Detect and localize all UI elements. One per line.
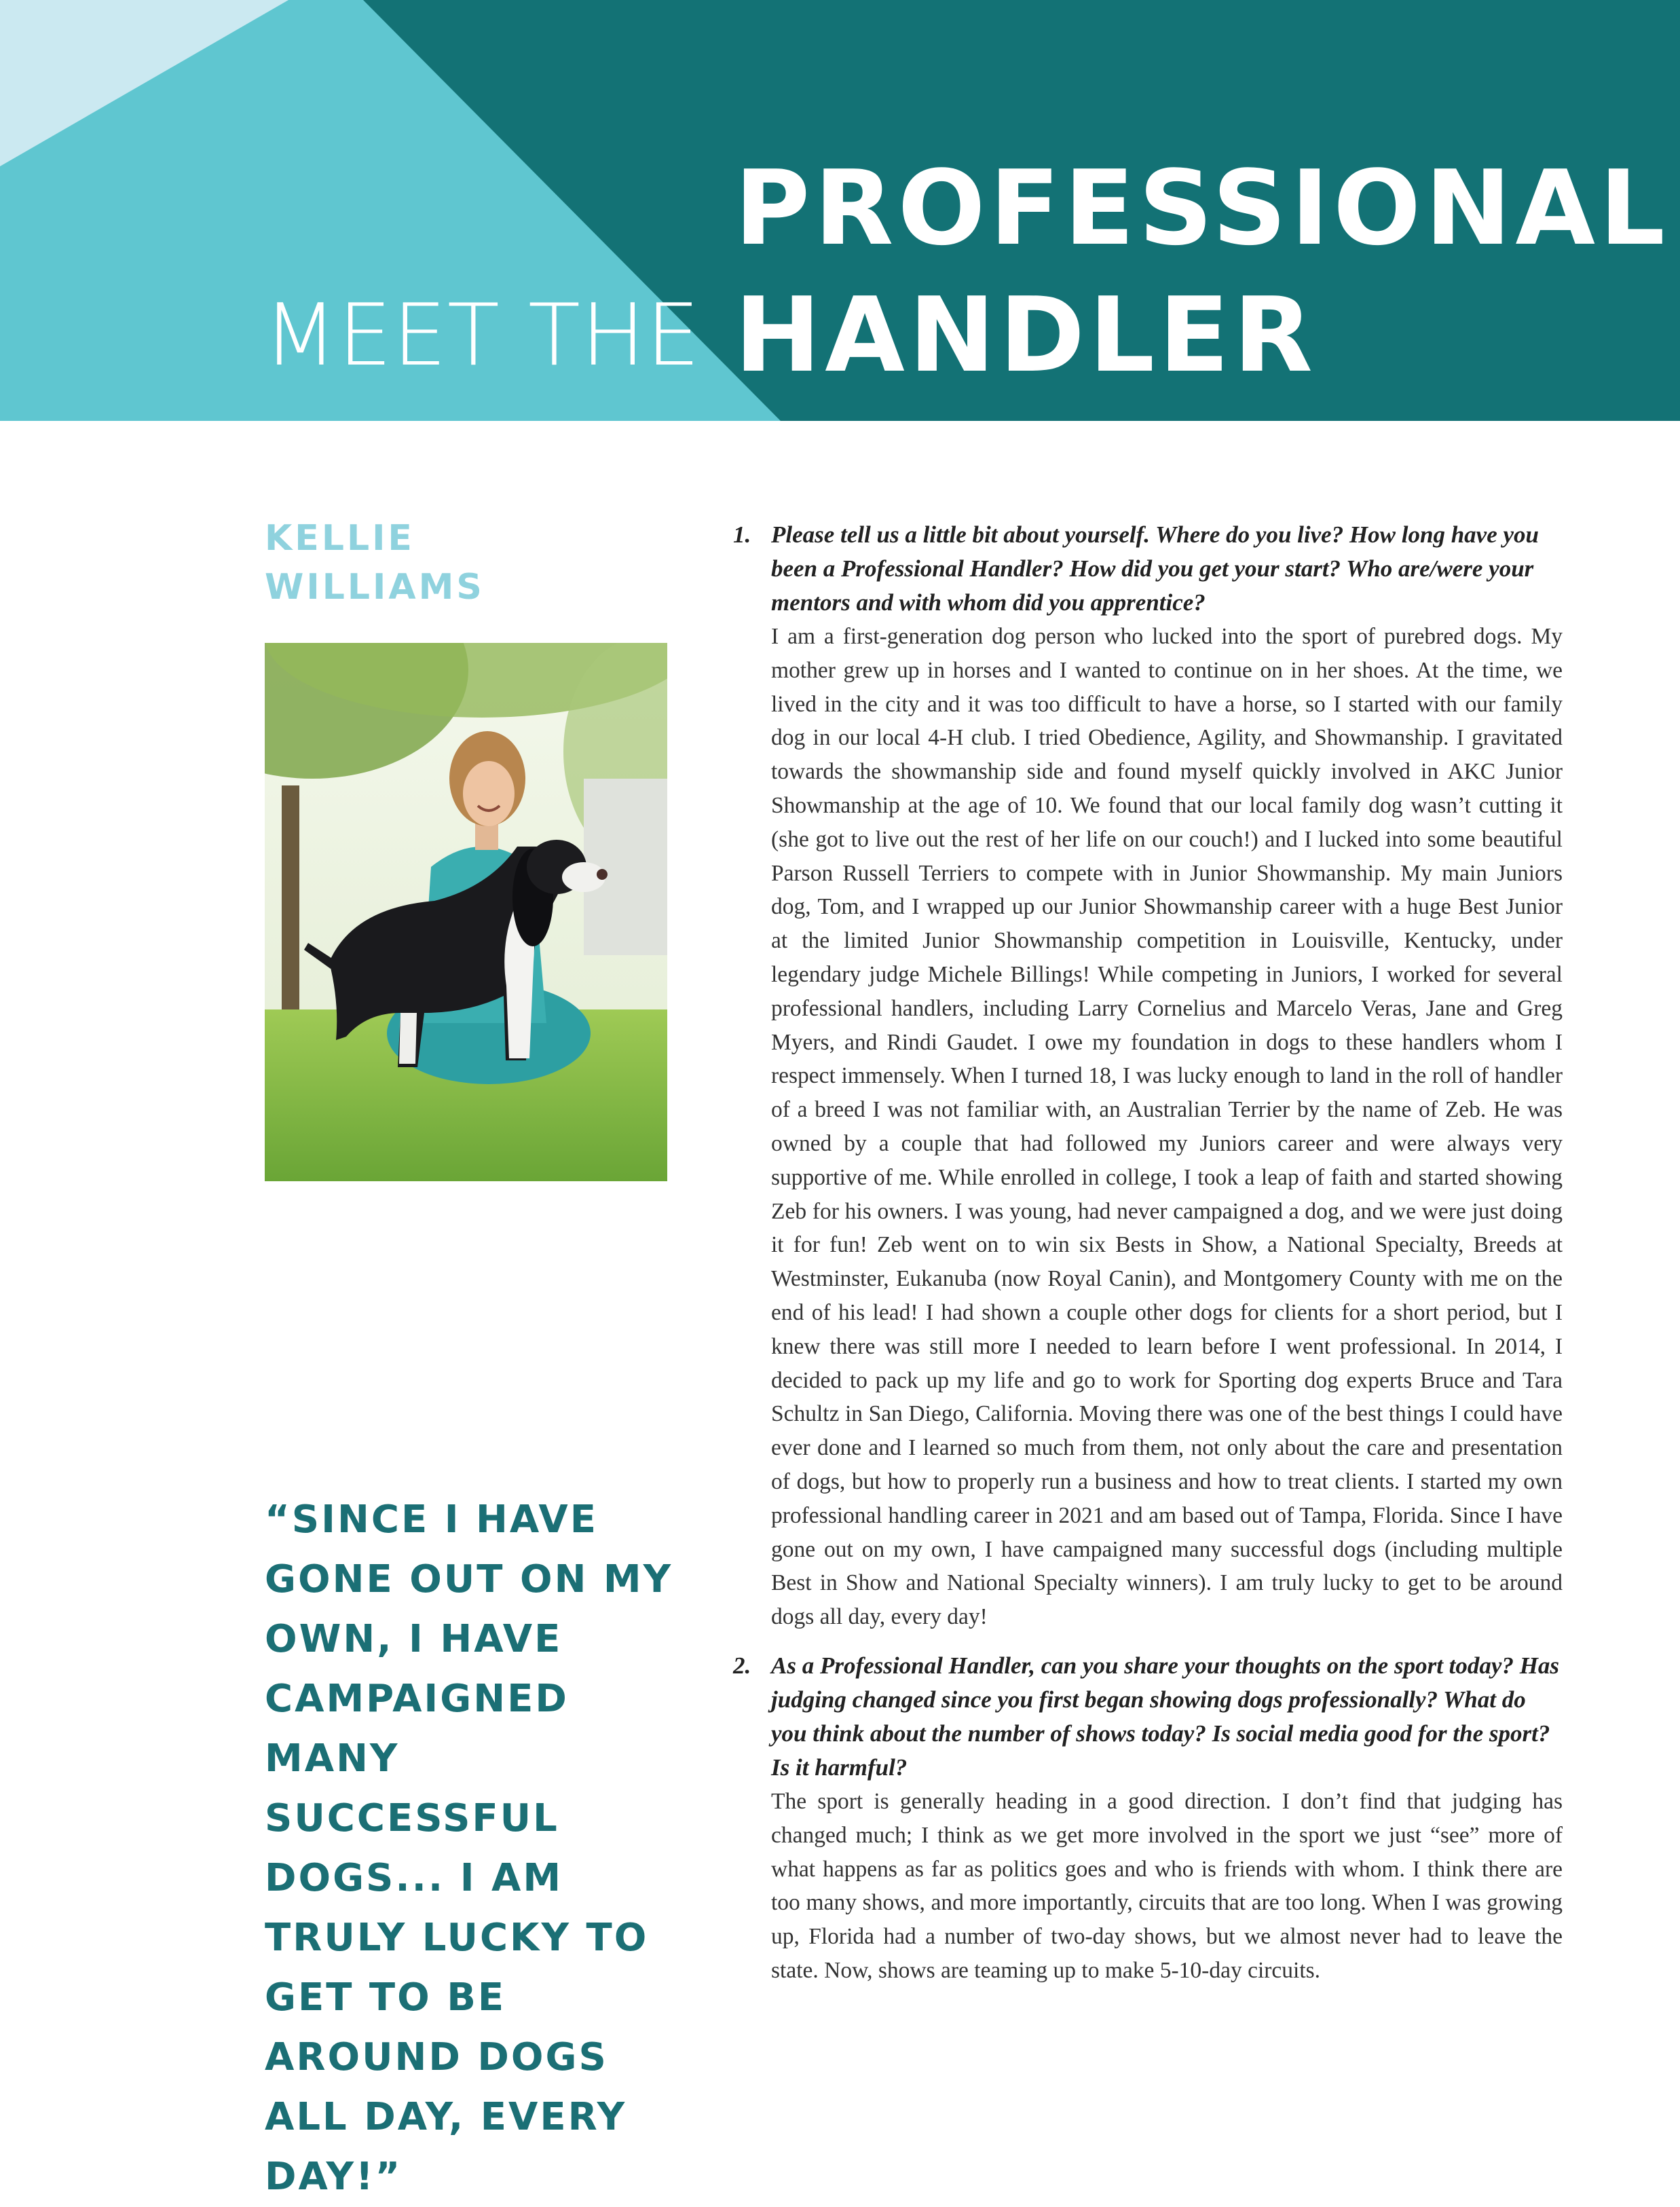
question-number: 2. — [733, 1652, 751, 1679]
photo-handler-face — [463, 761, 515, 826]
header-banner — [0, 0, 1680, 421]
header-title-line-1: PROFESSIONAL — [734, 148, 1669, 268]
qa-item — [733, 1649, 1563, 1988]
handler-name — [265, 514, 618, 612]
interview-article — [733, 518, 1563, 1988]
header-lead-text: MEET THE — [263, 285, 701, 385]
answer-text: The sport is generally heading in a good direction. I don’t find that judging has changed much; I think as we get more involved in the sport we just “see” more of what happens as far as politics goes and who is friends with whom. I think there are too many shows, and more importantly, circuits that are too long. When I was growing up, Florida had a number of two-day shows, but we almost never had to leave the state. Now, shows are teaming up to make 5-10-day circuits. — [771, 1788, 1563, 1983]
answer-text: I am a first-generation dog person who lucked into the sport of purebred dogs. My mother grew up in horses and I wanted to continue on in her shoes. At the time, we lived in the city and it was too difficult to have a horse, so I started with our family dog in our local 4-H club. I tried Obedience, Agility, and Showmanship. I gravitated towards the showmanship side and found myself quickly involved in AKC Junior Showmanship at the age of 10. We found that our local family dog wasn’t cutting it (she got to live out the rest of her life on our couch!) and I lucked into some beautiful Parson Russell Terriers to compete with in Junior Showmanship. My main Juniors dog, Tom, and I wrapped up our Junior Showmanship career with a huge Best Junior at the limited Junior Showmanship competition in Louisville, Kentucky, under legendary judge Michele Billings! While competing in Juniors, I worked for several professional handlers, including Larry Cornelius and Marcelo Veras, Jane and Greg Myers, and Rindi Gaudet. I owe my foundation in dogs to these handlers whom I respect immensely. When I turned 18, I was lucky enough to land in the roll of handler of a breed I was not familiar with, an Australian Terrier by the name of Zeb. He was owned by a couple that had followed my Juniors career and were always very supportive of me. While enrolled in college, I took a leap of faith and started showing Zeb for his owners. I was young, had never campaigned a dog, and we were just doing it for fun! Zeb went on to win six Bests in Show, a National Specialty, Breeds at Westminster, Eukanuba (now Royal Canin), and Montgomery County with me on the end of his lead! I had shown a couple other dogs for clients for a short period, but I knew there was still more I needed to learn before I went professional. In 2014, I decided to pack up my life and go to work for Sporting dog experts Bruce and Tara Schultz in San Diego, California. Moving there was one of the best things I could have ever done and I learned so much from them, not only about the care and presentation of dogs, but how to properly run a business and how to treat clients. I started my own professional handling career in 2021 and am based out of Tampa, Florida. Since I have gone out on my own, I have campaigned many successful dogs (including multiple Best in Show and National Specialty winners). I am truly lucky to get to be around dogs all day, every day! — [771, 624, 1563, 1630]
handler-with-dog-photo-icon — [265, 643, 667, 1181]
header-title-line-2: HANDLER — [734, 275, 1317, 395]
handler-first-name: KELLIE — [265, 518, 415, 559]
photo-tree-trunk — [282, 785, 299, 1030]
handler-last-name: WILLIAMS — [265, 567, 485, 608]
question-text: As a Professional Handler, can you share your thoughts on the sport today? Has judging changed since you first began showing dogs professionally? What do you think about the number of shows today? Is social media good for the sport? Is it harmful? — [771, 1652, 1560, 1781]
pull-quote: “SINCE I HAVE GONE OUT ON MY OWN, I HAVE CAMPAIGNED MANY SUCCESSFUL DOGS... I AM TRULY LUCKY TO GET TO BE AROUND DOGS ALL DAY, EVERY DAY!” — [265, 1498, 673, 2199]
photo-dog-white-legs — [399, 1013, 417, 1064]
photo-dog-nose — [597, 869, 608, 880]
question-number: 1. — [733, 521, 751, 548]
question-text: Please tell us a little bit about yourself. Where do you live? How long have you been a Professional Handler? How did you get your start? Who are/were your mentors and with whom did you apprentice? — [771, 521, 1539, 616]
qa-item — [733, 518, 1563, 1634]
handler-photo — [265, 643, 667, 1181]
